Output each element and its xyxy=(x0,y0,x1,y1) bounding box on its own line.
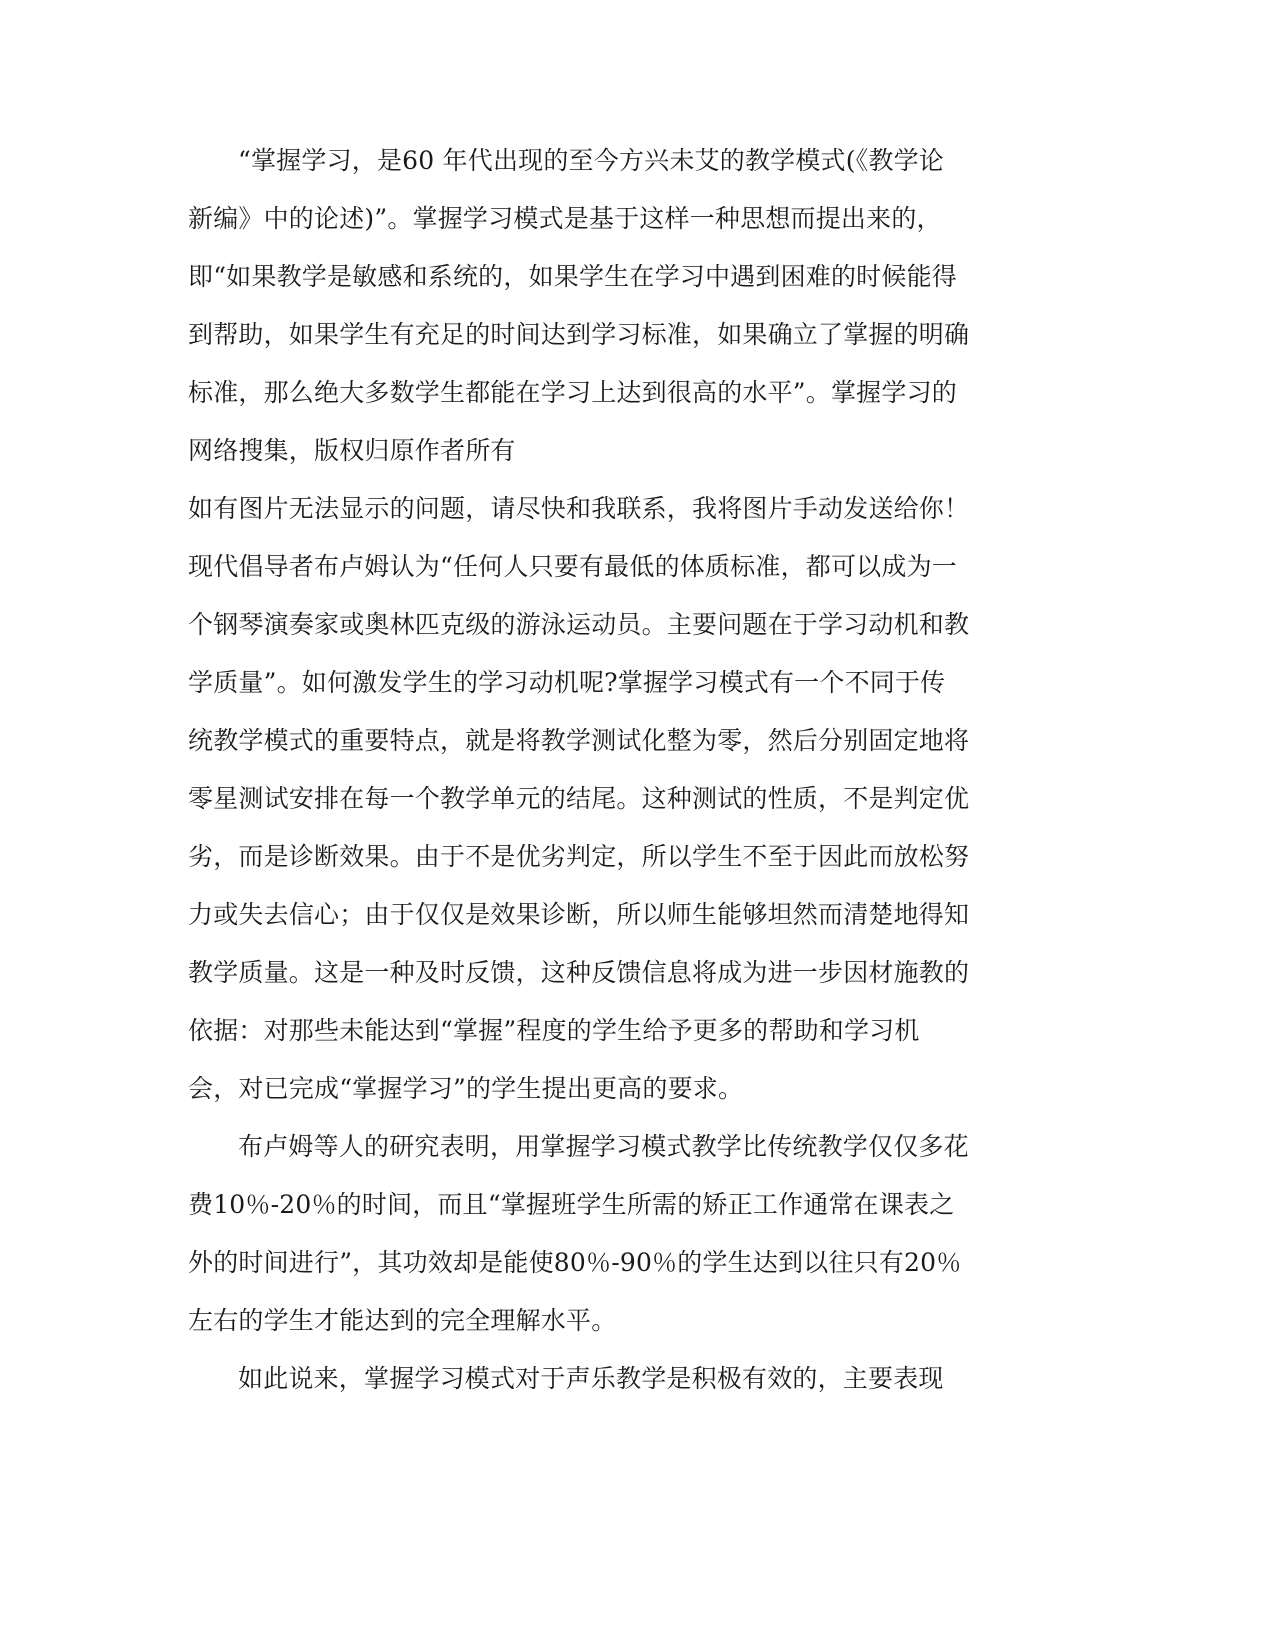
text-line: 即“如果教学是敏感和系统的，如果学生在学习中遇到困难的时候能得 xyxy=(188,262,957,291)
text-line: 力或失去信心；由于仅仅是效果诊断，所以师生能够坦然而清楚地得知 xyxy=(188,900,970,929)
text-line: 到帮助，如果学生有充足的时间达到学习标准，如果确立了掌握的明确 xyxy=(188,320,970,349)
text-line: 零星测试安排在每一个教学单元的结尾。这种测试的性质，不是判定优 xyxy=(188,784,970,813)
text-line: 新编》中的论述)”。掌握学习模式是基于这样一种思想而提出来的， xyxy=(188,204,942,233)
text-line: 外的时间进行”，其功效却是能使80％-90％的学生达到以往只有20％ xyxy=(188,1248,962,1277)
text-line: 劣，而是诊断效果。由于不是优劣判定，所以学生不至于因此而放松努 xyxy=(188,842,970,871)
text-line: 会，对已完成“掌握学习”的学生提出更高的要求。 xyxy=(188,1074,744,1103)
text-line: 个钢琴演奏家或奥林匹克级的游泳运动员。主要问题在于学习动机和教 xyxy=(188,610,970,639)
text-line: 标准，那么绝大多数学生都能在学习上达到很高的水平”。掌握学习的 xyxy=(188,378,957,407)
text-line: 学质量”。如何激发学生的学习动机呢?掌握学习模式有一个不同于传 xyxy=(188,668,946,697)
text-line: 左右的学生才能达到的完全理解水平。 xyxy=(188,1306,617,1335)
text-line: 如有图片无法显示的问题，请尽快和我联系，我将图片手动发送给你！ xyxy=(188,494,970,523)
text-line: 统教学模式的重要特点，就是将教学测试化整为零，然后分别固定地将 xyxy=(188,726,970,755)
text-line: 依据：对那些未能达到“掌握”程度的学生给予更多的帮助和学习机 xyxy=(188,1016,920,1045)
text-line: 现代倡导者布卢姆认为“任何人只要有最低的体质标准，都可以成为一 xyxy=(188,552,957,581)
text-line: 教学质量。这是一种及时反馈，这种反馈信息将成为进一步因材施教的 xyxy=(188,958,970,987)
text-line: 布卢姆等人的研究表明，用掌握学习模式教学比传统教学仅仅多花 xyxy=(238,1132,969,1161)
text-line: 网络搜集，版权归原作者所有 xyxy=(188,436,516,465)
text-line: 费10％-20％的时间，而且“掌握班学生所需的矫正工作通常在课表之 xyxy=(188,1190,955,1219)
text-line: 如此说来，掌握学习模式对于声乐教学是积极有效的，主要表现 xyxy=(238,1364,944,1393)
text-line: “掌握学习，是60 年代出现的至今方兴未艾的教学模式(《教学论 xyxy=(238,146,944,175)
